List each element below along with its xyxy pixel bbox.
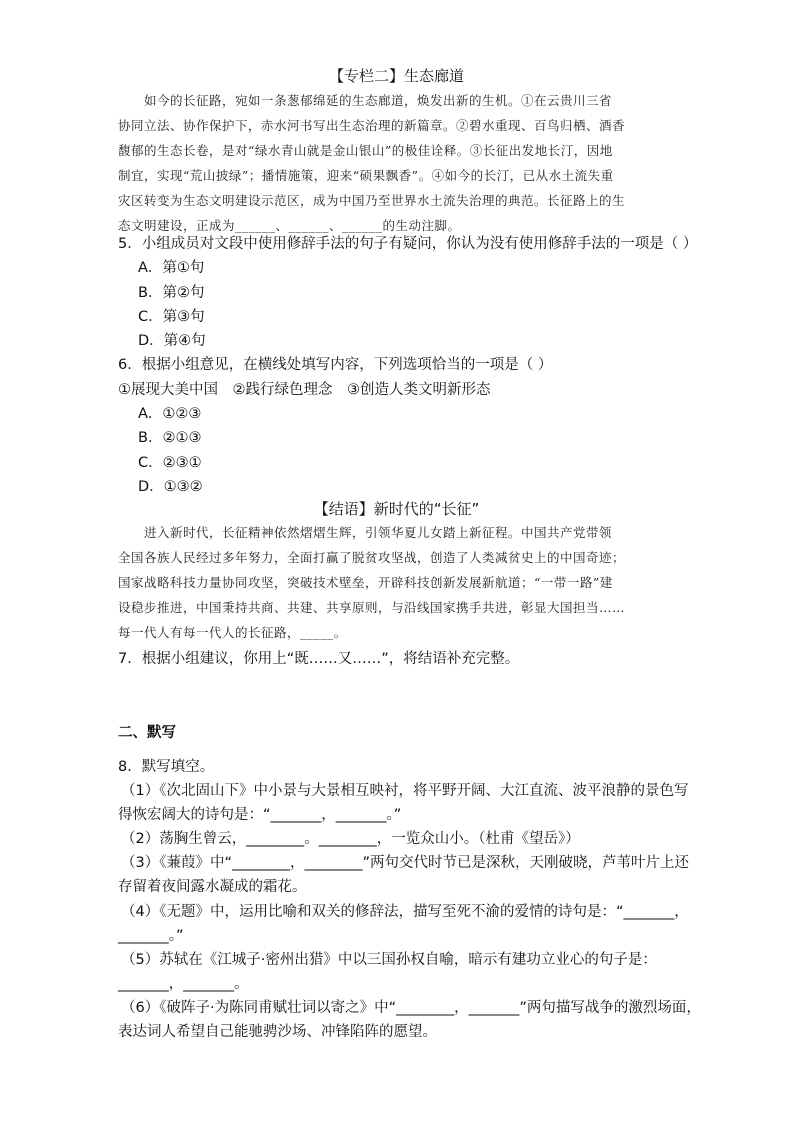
conclusion-paragraph bbox=[118, 520, 678, 645]
q8-item-1: （1）《次北固山下》中小景与大景相互映衬，将平野开阔、大江直流、波平浪静的景色写 bbox=[121, 783, 689, 799]
q6-items: ①展现大美中国 ②践行绿色理念 ③创造人类文明新形态 bbox=[118, 382, 491, 398]
question-5-stem: 5．小组成员对文段中使用修辞手法的句子有疑问，你认为没有使用修辞手法的一项是（ ） bbox=[118, 236, 698, 252]
column2-line: 馥郁的生态长卷，是对“绿水青山就是金山银山”的极佳诠释。③长征出发地长汀，因地 bbox=[118, 143, 613, 158]
q6-option-b: B．②①③ bbox=[138, 430, 202, 446]
conclusion-title: 【结语】新时代的“长征” bbox=[313, 500, 480, 518]
q6-option-a: A．①②③ bbox=[138, 406, 202, 422]
q5-option-b: B．第②句 bbox=[138, 285, 205, 301]
conclusion-line: 国家战略科技力量协同攻坚，突破技术壁垒，开辟科技创新发展新航道；“一带一路”建 bbox=[118, 575, 613, 590]
column2-title: 【专栏二】生态廊道 bbox=[328, 67, 464, 85]
q8-item-6: （6）《破阵子·为陈同甫赋壮词以寄之》中“________，_______”两句描写战争的激烈场面， bbox=[121, 1000, 701, 1016]
column2-line: 制宜，实现“荒山披绿”；播情施策，迎来“硕果飘香”。④如今的长汀，已从水土流失重 bbox=[118, 168, 614, 183]
q6-option-d: D．①③② bbox=[138, 479, 203, 495]
q5-option-a: A．第①句 bbox=[138, 260, 205, 276]
q8-item-5-cont: _______，_______。 bbox=[118, 976, 249, 992]
column2-line: 灾区转变为生态文明建设示范区，成为中国乃至世界水土流失治理的典范。长征路上的生 bbox=[118, 193, 626, 208]
conclusion-line: 全国各族人民经过多年努力，全面打赢了脱贫攻坚战，创造了人类减贫史上的中国奇迹； bbox=[118, 550, 626, 565]
q8-item-4: （4）《无题》中，运用比喻和双关的修辞法，描写至死不渝的爱情的诗句是：“_______， bbox=[121, 904, 689, 920]
q8-item-3: （3）《蒹葭》中“________，________”两句交代时节已是深秋，天刚破晓，芦苇叶片上还 bbox=[121, 855, 689, 871]
conclusion-line: 设稳步推进，中国秉持共商、共建、共享原则，与沿线国家携手共进，彰显大国担当…… bbox=[118, 600, 626, 615]
q8-item-3-cont: 存留着夜间露水凝成的霜花。 bbox=[118, 879, 307, 895]
column2-line: 协同立法、协作保护下，赤水河书写出生态治理的新篇章。②碧水重现、百鸟归栖、酒香 bbox=[118, 118, 626, 133]
question-6-stem: 6．根据小组意见，在横线处填写内容，下列选项恰当的一项是（ ） bbox=[118, 357, 553, 373]
q8-item-2: （2）荡胸生曾云，________。________，一览众山小。（杜甫《望岳》） bbox=[121, 831, 580, 847]
q8-item-6-cont: 表达词人希望自己能驰骋沙场、冲锋陷阵的愿望。 bbox=[118, 1024, 437, 1040]
q5-option-d: D．第④句 bbox=[138, 333, 206, 349]
q8-item-4-cont: _______。” bbox=[118, 928, 184, 944]
question-7-stem: 7．根据小组建议，你用上“既……又……”，将结语补充完整。 bbox=[118, 651, 520, 667]
question-8-stem: 8．默写填空。 bbox=[118, 759, 215, 775]
column2-paragraph bbox=[118, 88, 678, 238]
section-heading: 二、默写 bbox=[118, 725, 176, 741]
column2-line: 态文明建设，正成为______、______、______的生动注脚。 bbox=[118, 218, 461, 233]
q8-item-5: （5）苏轼在《江城子·密州出猎》中以三国孙权自喻，暗示有建功立业心的句子是： bbox=[121, 952, 657, 968]
q8-item-1-cont: 得恢宏阔大的诗句是：“_______，_______。” bbox=[118, 807, 402, 823]
q5-option-c: C．第③句 bbox=[138, 309, 205, 325]
column2-line: 如今的长征路，宛如一条葱郁绵延的生态廊道，焕发出新的生机。①在云贵川三省 bbox=[118, 93, 613, 108]
q6-option-c: C．②③① bbox=[138, 455, 202, 471]
conclusion-line: 每一代人有每一代人的长征路，_____。 bbox=[118, 625, 347, 640]
conclusion-line: 进入新时代，长征精神依然熠熠生辉，引领华夏儿女踏上新征程。中国共产党带领 bbox=[118, 525, 613, 540]
